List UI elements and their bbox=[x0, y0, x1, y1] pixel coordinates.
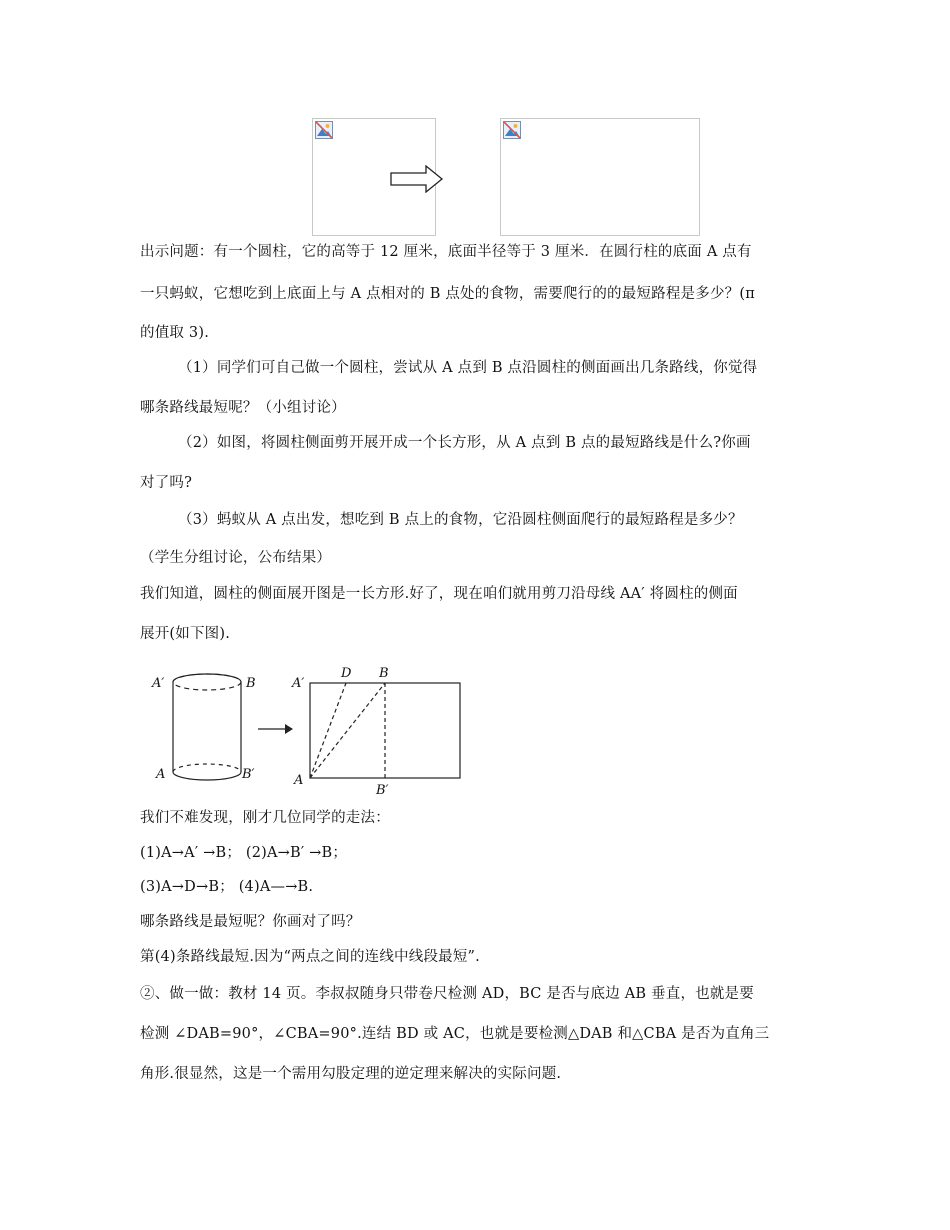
paragraph-6-line-2: 检测 ∠DAB=90°，∠CBA=90°.连结 BD 或 AC，也就是要检测△DAB 和△CBA 是否为直角三 bbox=[140, 1026, 770, 1042]
cylinder-figure bbox=[173, 674, 241, 780]
paragraph-6-line-1: ②、做一做：教材 14 页。李叔叔随身只带卷尺检测 AD，BC 是否与底边 AB 垂直，也就是要 bbox=[140, 986, 754, 1002]
paragraph-5: 第(4)条路线最短.因为“两点之间的连线中线段最短”. bbox=[140, 949, 480, 965]
rect-label-b: B bbox=[379, 666, 389, 681]
rect-label-a: A bbox=[294, 773, 304, 788]
cylinder-label-a-prime: A′ bbox=[152, 676, 165, 691]
routes-line-1: (1)A→A′ →B； (2)A→B′ →B； bbox=[140, 845, 348, 861]
cylinder-unfold-diagram bbox=[148, 660, 468, 798]
right-arrow-icon bbox=[390, 165, 444, 193]
image-placeholder-right bbox=[500, 118, 700, 236]
problem-line-1: 出示问题：有一个圆柱，它的高等于 12 厘米，底面半径等于 3 厘米．在圆行柱的底面 A 点有 bbox=[140, 244, 752, 260]
rect-label-a-prime: A′ bbox=[292, 676, 305, 691]
cylinder-label-b-prime: B′ bbox=[242, 767, 255, 782]
paragraph-4: 哪条路线是最短呢？你画对了吗？ bbox=[140, 914, 361, 930]
cylinder-label-a: A bbox=[156, 767, 166, 782]
problem-line-2: 一只蚂蚁，它想吃到上底面上与 A 点相对的 B 点处的食物，需要爬行的的最短路程是多少？(π bbox=[140, 286, 755, 302]
unfold-arrow bbox=[258, 724, 293, 734]
question-2-line-1: （2）如图，将圆柱侧面剪开展开成一个长方形，从 A 点到 B 点的最短路线是什么?你画 bbox=[178, 435, 751, 451]
unfolded-rectangle bbox=[310, 683, 460, 778]
rect-label-d: D bbox=[341, 666, 352, 681]
rect-label-b-prime: B′ bbox=[376, 783, 389, 798]
paragraph-2-line-2: 展开(如下图). bbox=[140, 626, 231, 642]
routes-line-2: (3)A→D→B； (4)A—→B. bbox=[140, 879, 314, 895]
cylinder-label-b: B bbox=[246, 676, 256, 691]
question-2-line-2: 对了吗? bbox=[140, 475, 193, 491]
paragraph-2-line-1: 我们知道，圆柱的侧面展开图是一长方形.好了，现在咱们就用剪刀沿母线 AA′ 将圆柱的侧面 bbox=[140, 586, 738, 602]
problem-line-3: 的值取 3). bbox=[140, 325, 210, 341]
question-3-line-2: （学生分组讨论，公布结果） bbox=[140, 550, 332, 566]
broken-image-icon bbox=[503, 121, 521, 139]
paragraph-6-line-3: 角形.很显然，这是一个需用勾股定理的逆定理来解决的实际问题. bbox=[140, 1066, 562, 1082]
question-1-line-2: 哪条路线最短呢？（小组讨论） bbox=[140, 400, 346, 416]
question-1-line-1: （1）同学们可自己做一个圆柱，尝试从 A 点到 B 点沿圆柱的侧面画出几条路线，你觉得 bbox=[178, 360, 758, 376]
broken-image-icon bbox=[315, 121, 333, 139]
paragraph-3: 我们不难发现，刚才几位同学的走法： bbox=[140, 810, 390, 826]
question-3-line-1: （3）蚂蚁从 A 点出发，想吃到 B 点上的食物，它沿圆柱侧面爬行的最短路程是多少？ bbox=[178, 512, 743, 528]
